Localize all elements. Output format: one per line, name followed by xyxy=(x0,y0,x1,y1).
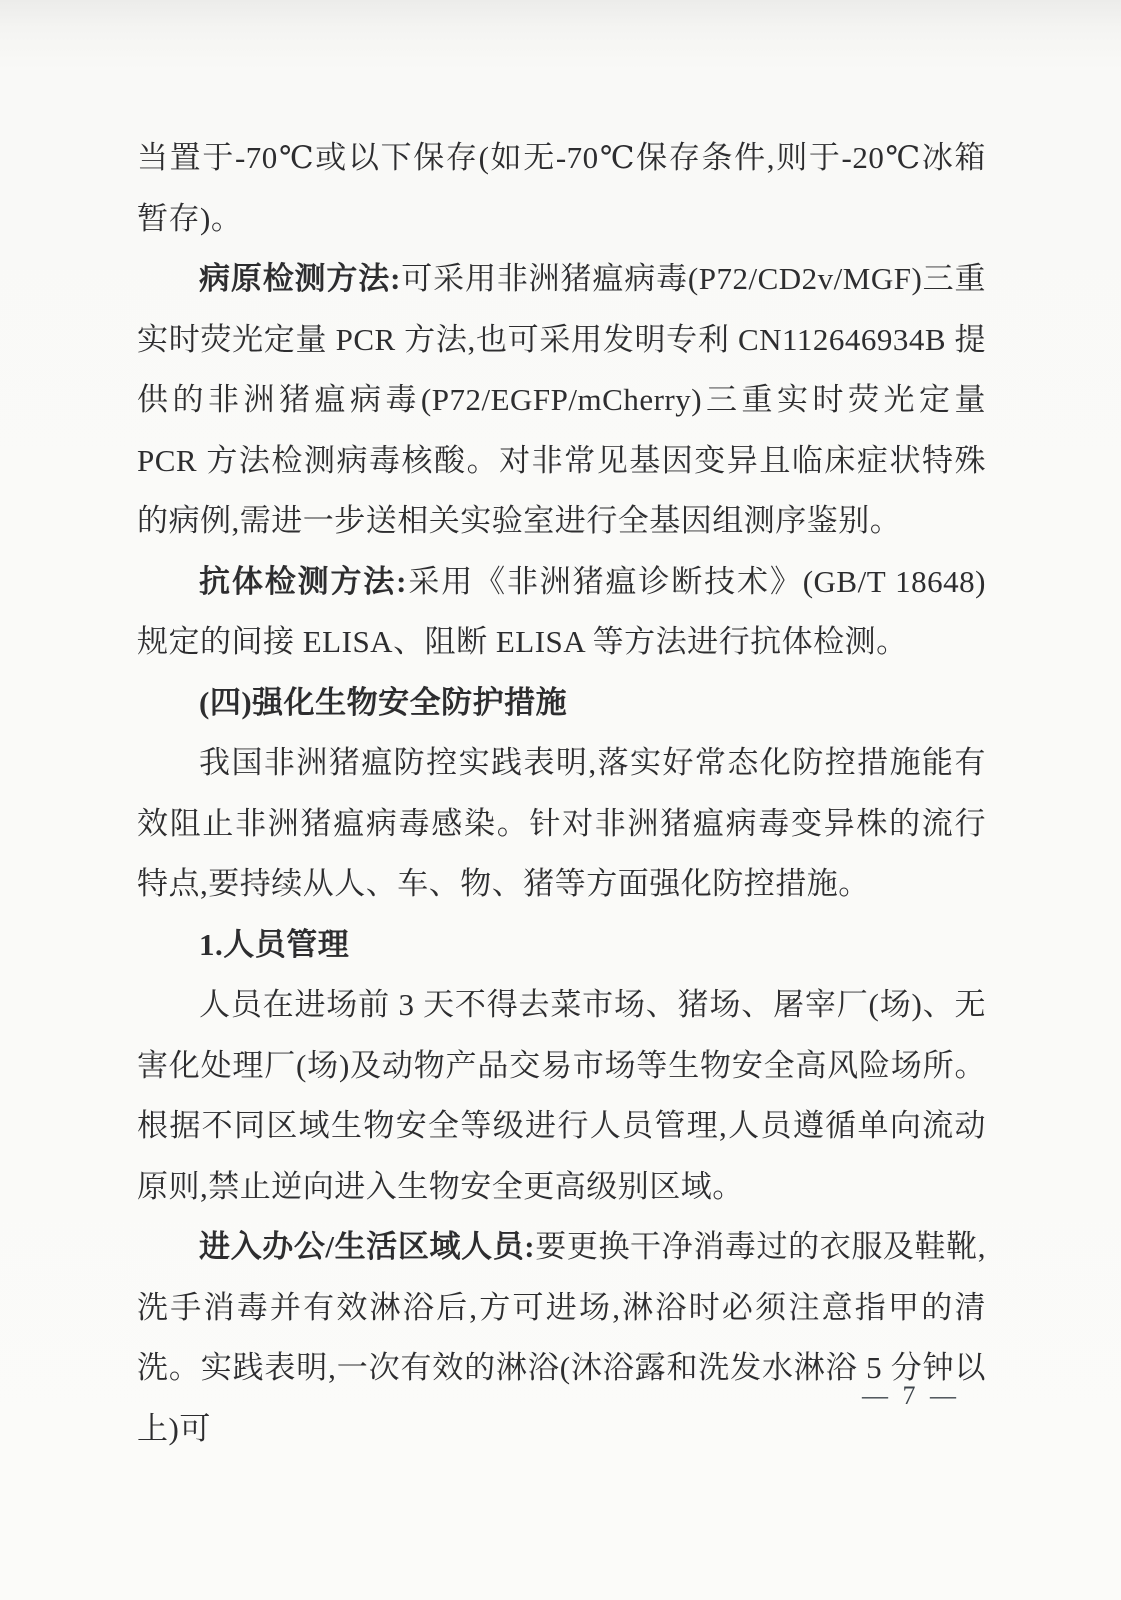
heading-section-four-biosecurity: (四)强化生物安全防护措施 xyxy=(199,684,568,720)
paragraph-sample-storage: 当置于-70℃或以下保存(如无-70℃保存条件,则于-20℃冰箱暂存)。 xyxy=(137,140,986,236)
heading-personnel-management: 1.人员管理 xyxy=(199,926,350,962)
paragraph-lead: 进入办公/生活区域人员: xyxy=(199,1229,536,1264)
paragraph-biosecurity-overview: 我国非洲猪瘟防控实践表明,落实好常态化防控措施能有效阻止非洲猪瘟病毒感染。针对非洲猪瘟病毒变异株的流行特点,要持续从人、车、物、猪等方面强化防控措施。 xyxy=(137,745,986,901)
paragraph-pathogen-detection-method: 病原检测方法:可采用非洲猪瘟病毒(P72/CD2v/MGF)三重实时荧光定量 PCR 方法,也可采用发明专利 CN112646934B 提供的非洲猪瘟病毒(P72/EGFP/mCherry)三重实时荧光定量 PCR 方法检测病毒核酸。对非常见基因变异且临床症状特殊的病例,需进一步送相关实验室进行全基因组测序鉴别。 xyxy=(137,261,986,538)
paragraph-antibody-detection-method: 抗体检测方法:采用《非洲猪瘟诊断技术》(GB/T 18648)规定的间接 ELISA、阻断 ELISA 等方法进行抗体检测。 xyxy=(137,563,987,659)
paragraph-personnel-entry-rules: 人员在进场前 3 天不得去菜市场、猪场、屠宰厂(场)、无害化处理厂(场)及动物产品交易市场等生物安全高风险场所。根据不同区域生物安全等级进行人员管理,人员遵循单向流动原则,禁止逆向进入生物安全更高级别区域。 xyxy=(137,987,986,1204)
paragraph-lead: 抗体检测方法: xyxy=(199,563,407,599)
paragraph-lead: 病原检测方法: xyxy=(199,261,401,296)
paragraph-office-living-area-entry: 进入办公/生活区域人员:要更换干净消毒过的衣服及鞋靴,洗手消毒并有效淋浴后,方可进场,淋浴时必须注意指甲的清洗。实践表明,一次有效的淋浴(沐浴露和洗发水淋浴 5 分钟以上)可 xyxy=(137,1229,986,1446)
document-body xyxy=(137,128,986,1459)
page-number: — 7 — xyxy=(862,1381,960,1410)
